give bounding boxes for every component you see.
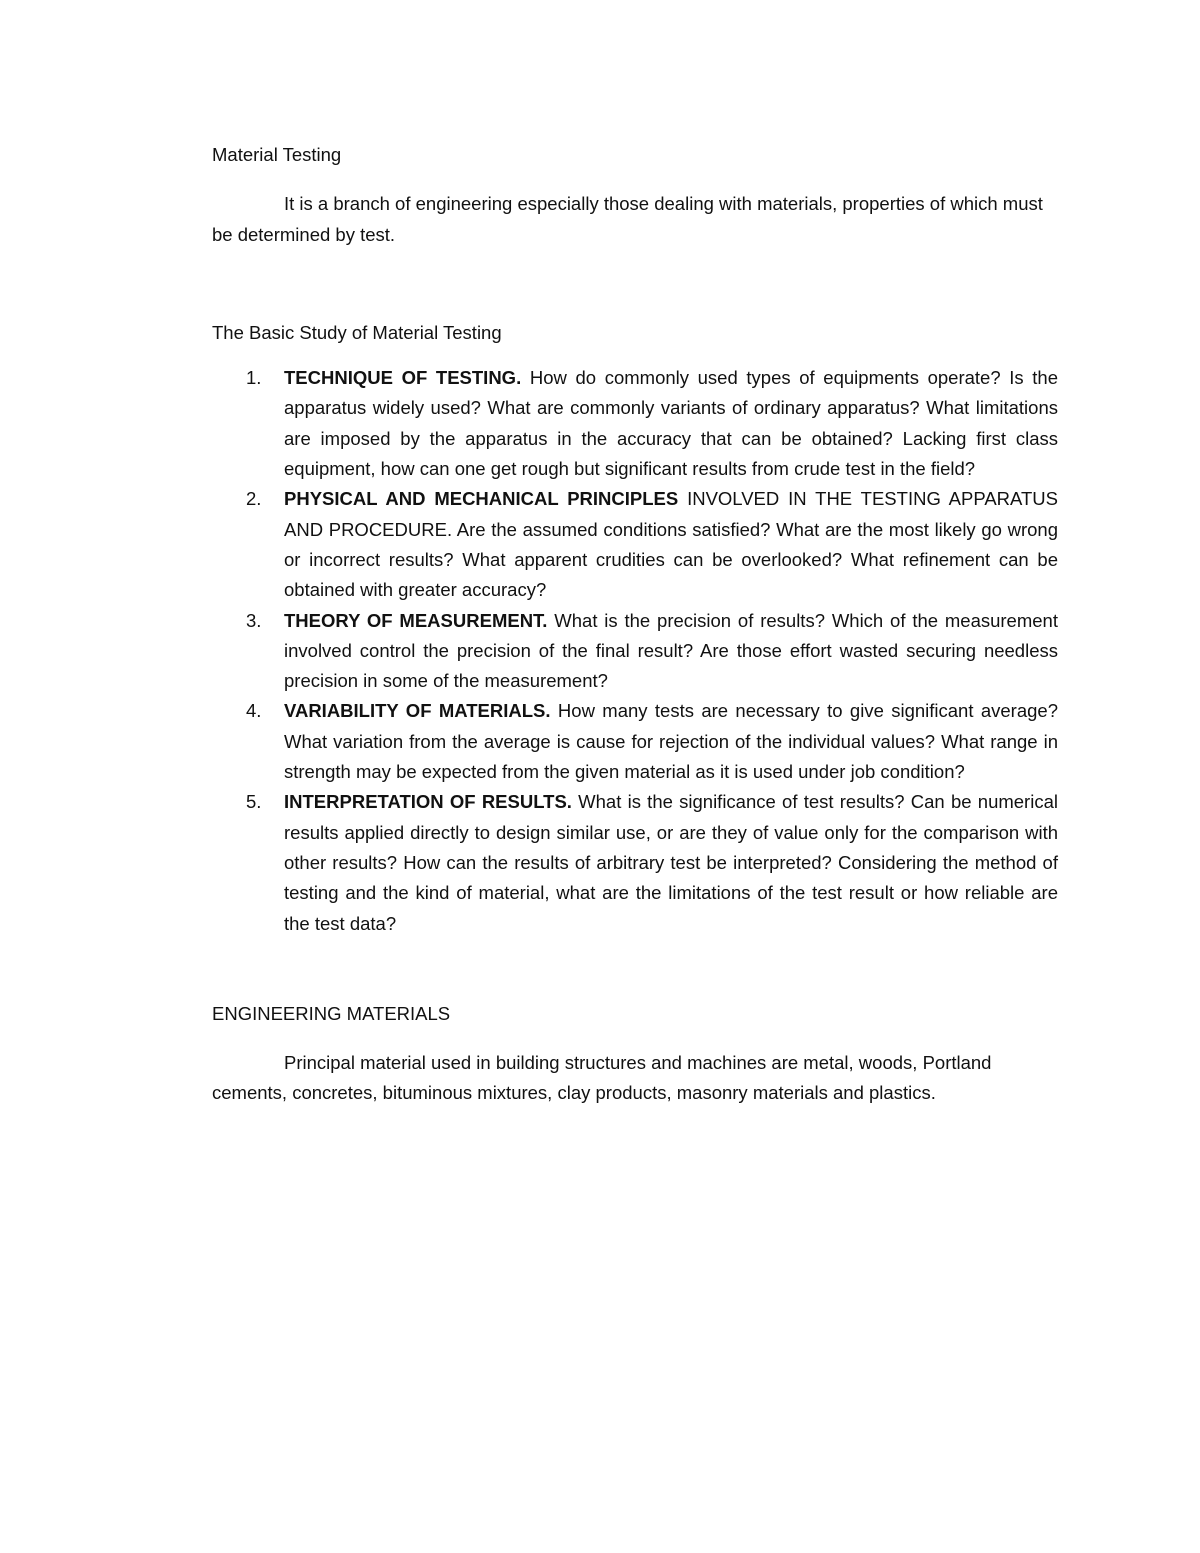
list-item xyxy=(212,787,1058,938)
list-item-text: INVOLVED IN THE TESTING APPARATUS AND PROCEDURE. Are the assumed conditions satisfied? What are the most likely go wrong or incorrect results? What apparent crudities can be overlooked? What refinement can be obtained with greater accuracy? xyxy=(284,488,1058,601)
spacer xyxy=(212,250,1058,318)
list-item-lead: VARIABILITY OF MATERIALS. xyxy=(284,700,551,722)
list-item-text: How do commonly used types of equipments operate? Is the apparatus widely used? What are commonly variants of ordinary apparatus? What limitations are imposed by the apparatus in the accuracy that can be obtained? Lacking first class equipment, how can one get rough but significant results from crude test in the field? xyxy=(284,367,1058,480)
spacer xyxy=(212,170,1058,189)
section-heading-basic-study: The Basic Study of Material Testing xyxy=(212,321,502,343)
list-item-number: 3. xyxy=(246,609,262,631)
engineering-materials-paragraph: Principal material used in building structures and machines are metal, woods, Portland cements, concretes, bituminous mixtures, clay products, masonry materials and plastics. xyxy=(212,1052,992,1104)
list-item-lead: PHYSICAL AND MECHANICAL PRINCIPLES xyxy=(284,488,679,510)
list-item-text: How many tests are necessary to give significant average? What variation from the average is cause for rejection of the individual values? What range in strength may be expected from the given material as it is used under job condition? xyxy=(284,700,1058,783)
spacer xyxy=(212,348,1058,363)
spacer xyxy=(212,1029,1058,1048)
document-body xyxy=(212,140,1058,1109)
intro-paragraph: It is a branch of engineering especially those dealing with materials, properties of which must be determined by test. xyxy=(212,193,1043,245)
list-item xyxy=(212,606,1058,697)
list-item xyxy=(212,484,1058,605)
list-item-number: 1. xyxy=(246,367,262,389)
list-item-number: 5. xyxy=(246,791,262,813)
list-item-lead: INTERPRETATION OF RESULTS. xyxy=(284,791,572,813)
list-item xyxy=(212,363,1058,484)
section-heading-engineering-materials: ENGINEERING MATERIALS xyxy=(212,1002,451,1024)
document-title: Material Testing xyxy=(212,144,342,165)
list-item-text: What is the significance of test results? Can be numerical results applied directly to design similar use, or are they of value only for the comparison with other results? How can the results of arbitrary test be interpreted? Considering the method of testing and the kind of material, what are the limitations of the test result or how reliable are the test data? xyxy=(284,791,1058,934)
list-item-lead: THEORY OF MEASUREMENT. xyxy=(284,609,548,631)
list-item-number: 2. xyxy=(246,488,262,510)
list-item xyxy=(212,696,1058,787)
spacer xyxy=(212,939,1058,999)
study-list xyxy=(212,363,1058,939)
list-item-lead: TECHNIQUE OF TESTING. xyxy=(284,367,522,389)
list-item-text: What is the precision of results? Which of the measurement involved control the precision of the final result? Are those effort wasted securing needless precision in some of the measurement? xyxy=(284,609,1058,692)
list-item-number: 4. xyxy=(246,700,262,722)
